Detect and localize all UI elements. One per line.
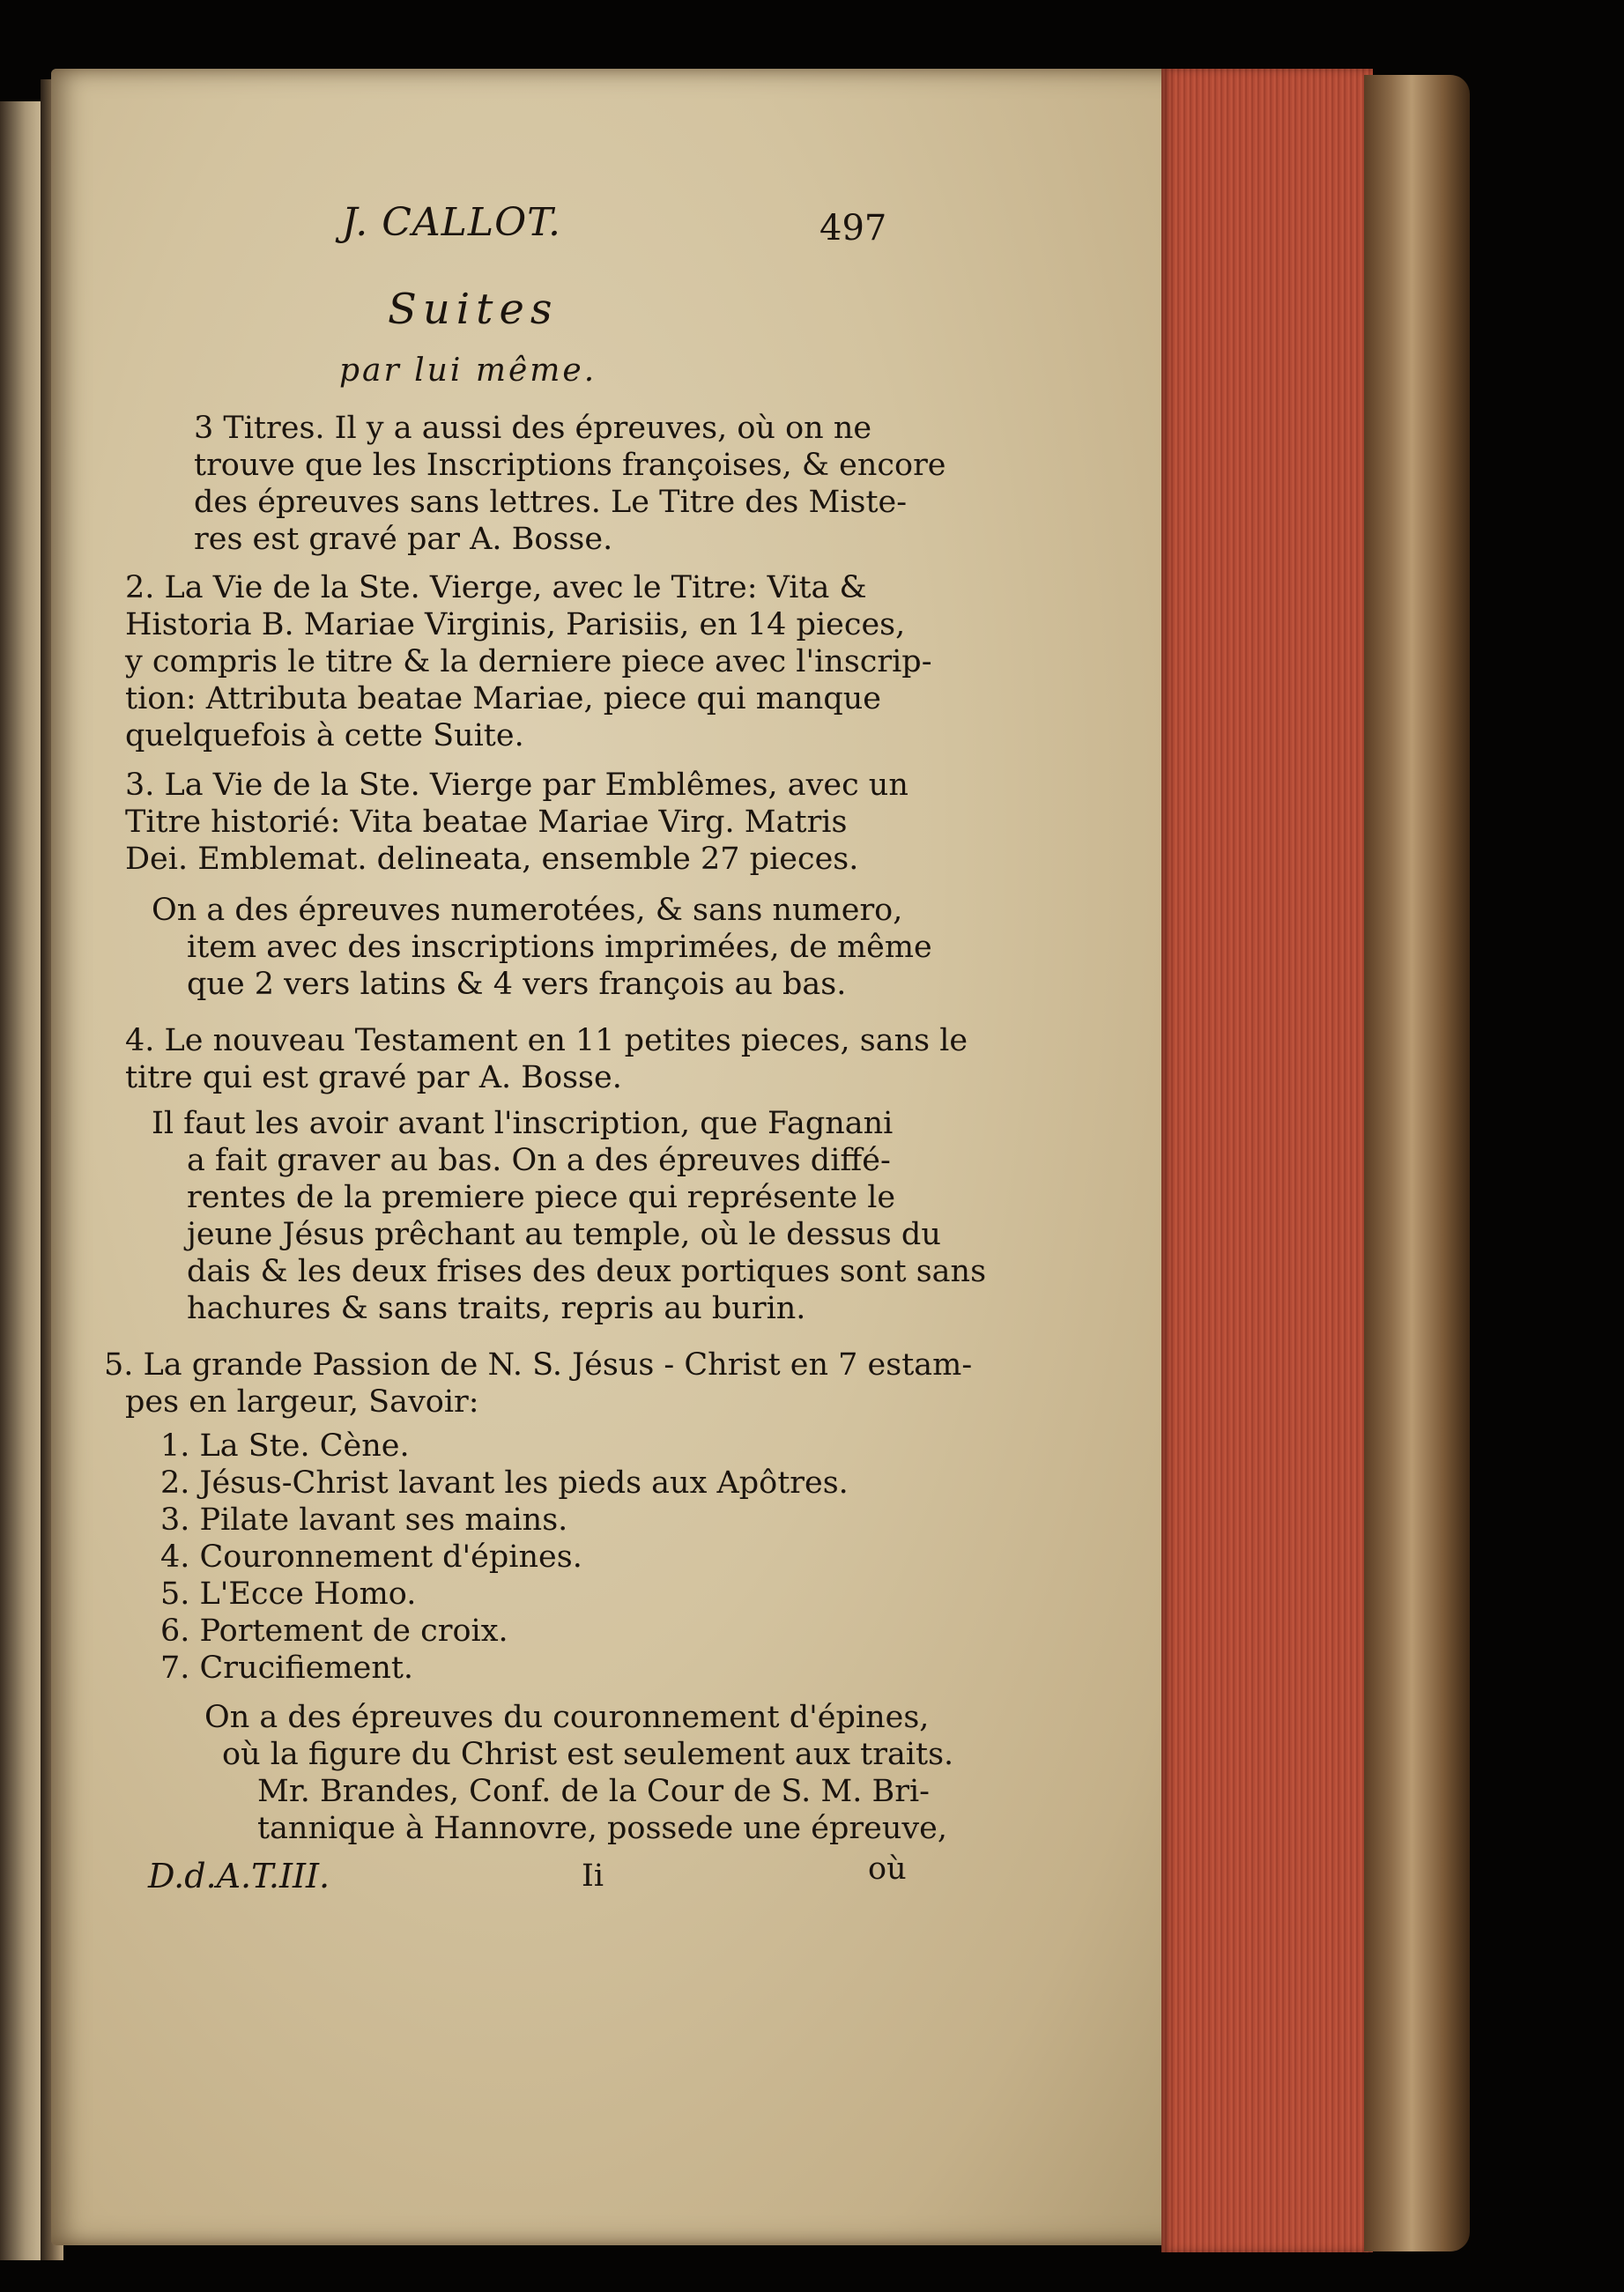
text-line: a fait graver au bas. On a des épreuves diffé- <box>187 1143 891 1178</box>
section-title: Suites <box>388 285 559 334</box>
text-line: 4. Le nouveau Testament en 11 petites pieces, sans le <box>125 1023 968 1058</box>
list-item: 3. Pilate lavant ses mains. <box>160 1502 568 1538</box>
text-line: tannique à Hannovre, possede une épreuve, <box>257 1811 947 1846</box>
text-line: pes en largeur, Savoir: <box>125 1384 479 1420</box>
text-line: Historia B. Mariae Virginis, Parisiis, en 14 pieces, <box>125 607 906 642</box>
running-head: J. CALLOT. <box>342 200 562 245</box>
page-number: 497 <box>819 208 887 248</box>
text-line: des épreuves sans lettres. Le Titre des Miste- <box>194 485 908 520</box>
text-line: jeune Jésus prêchant au temple, où le dessus du <box>187 1217 941 1252</box>
text-line: 3 Titres. Il y a aussi des épreuves, où on ne <box>194 411 872 446</box>
text-line: rentes de la premiere piece qui représente le <box>187 1180 896 1215</box>
text-line: hachures & sans traits, repris au burin. <box>187 1291 806 1326</box>
text-line: On a des épreuves numerotées, & sans numero, <box>152 893 903 928</box>
text-line: res est gravé par A. Bosse. <box>194 522 613 557</box>
text-line: y compris le titre & la derniere piece avec l'inscrip- <box>125 644 932 679</box>
list-item: 6. Portement de croix. <box>160 1613 508 1649</box>
text-line: trouve que les Inscriptions françoises, & encore <box>194 448 946 483</box>
text-line: On a des épreuves du couronnement d'épines, <box>204 1700 930 1735</box>
section-subtitle: par lui même. <box>339 352 597 389</box>
text-line: quelquefois à cette Suite. <box>125 718 524 753</box>
text-line: 3. La Vie de la Ste. Vierge par Emblêmes, avec un <box>125 768 908 803</box>
signature-mark: D.d.A.T.III. <box>148 1857 330 1895</box>
list-item: 2. Jésus-Christ lavant les pieds aux Apôtres. <box>160 1465 849 1501</box>
text-line: dais & les deux frises des deux portiques sont sans <box>187 1254 987 1289</box>
text-line: 2. La Vie de la Ste. Vierge, avec le Titre: Vita & <box>125 570 867 605</box>
red-fore-edge <box>1161 69 1373 2252</box>
list-item: 5. L'Ecce Homo. <box>160 1576 417 1612</box>
list-item: 1. La Ste. Cène. <box>160 1428 410 1464</box>
book-binding <box>1364 75 1470 2251</box>
text-line: 5. La grande Passion de N. S. Jésus - Christ en 7 estam- <box>104 1347 973 1383</box>
gathering-mark: Ii <box>582 1858 604 1894</box>
text-line: tion: Attributa beatae Mariae, piece qui manque <box>125 681 881 716</box>
text-line: item avec des inscriptions imprimées, de même <box>187 930 932 965</box>
text-line: Dei. Emblemat. delineata, ensemble 27 pieces. <box>125 842 859 877</box>
catchword: où <box>868 1851 907 1887</box>
text-line: où la figure du Christ est seulement aux traits. <box>222 1737 954 1772</box>
list-item: 4. Couronnement d'épines. <box>160 1539 582 1575</box>
text-line: Mr. Brandes, Conf. de la Cour de S. M. Bri- <box>257 1774 930 1809</box>
list-item: 7. Crucifiement. <box>160 1650 414 1686</box>
text-line: Il faut les avoir avant l'inscription, que Fagnani <box>152 1106 894 1141</box>
left-page-edge <box>0 101 42 2260</box>
text-line: que 2 vers latins & 4 vers françois au bas. <box>187 967 847 1002</box>
text-line: Titre historié: Vita beatae Mariae Virg. Matris <box>125 805 848 840</box>
text-line: titre qui est gravé par A. Bosse. <box>125 1060 622 1095</box>
